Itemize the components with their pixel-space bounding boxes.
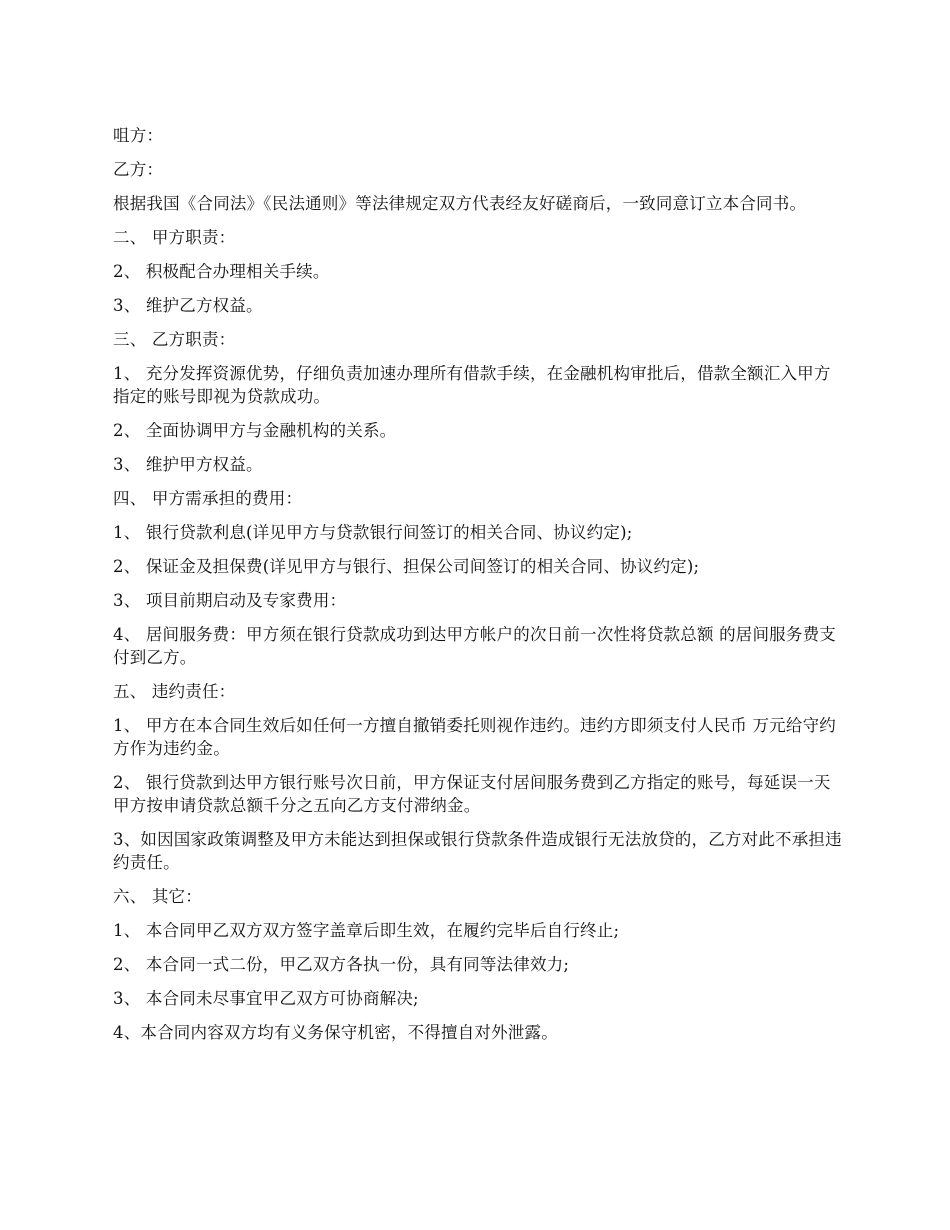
clause: 4、 居间服务费：甲方须在银行贷款成功到达甲方帐户的次日前一次性将贷款总额 的居间服务费支付到乙方。 (113, 625, 836, 667)
section-heading-other: 六、 其它： (113, 887, 202, 906)
clause: 2、 本合同一式二份，甲乙双方各执一份，具有同等法律效力; (113, 955, 570, 974)
document-body (113, 124, 843, 1055)
clause: 2、 保证金及担保费(详见甲方与银行、担保公司间签订的相关合同、协议约定); (113, 557, 700, 576)
section-heading-fees: 四、 甲方需承担的费用： (113, 489, 303, 508)
clause: 1、 银行贷款利息(详见甲方与贷款银行间签订的相关合同、协议约定); (113, 523, 633, 542)
section-heading-breach: 五、 违约责任： (113, 682, 236, 701)
clause: 3、如因国家政策调整及甲方未能达到担保或银行贷款条件造成银行无法放贷的，乙方对此不承担违约责任。 (113, 830, 842, 872)
party-b-line: 乙方： (113, 160, 164, 179)
clause: 3、 项目前期启动及专家费用： (113, 591, 347, 610)
preamble-paragraph: 根据我国《合同法》《民法通则》等法律规定双方代表经友好磋商后，一致同意订立本合同书。 (113, 194, 807, 213)
clause: 2、 银行贷款到达甲方银行账号次日前，甲方保证支付居间服务费到乙方指定的账号，每延误一天甲方按申请贷款总额千分之五向乙方支付滞纳金。 (113, 773, 831, 815)
clause: 2、 全面协调甲方与金融机构的关系。 (113, 421, 397, 440)
clause: 1、 本合同甲乙双方双方签字盖章后即生效，在履约完毕后自行终止; (113, 921, 620, 940)
clause: 3、 维护乙方权益。 (113, 296, 263, 315)
clause: 2、 积极配合办理相关手续。 (113, 262, 330, 281)
clause: 3、 本合同未尽事宜甲乙双方可协商解决; (113, 989, 419, 1008)
section-heading-party-b-duties: 三、 乙方职责： (113, 330, 236, 349)
clause: 4、本合同内容双方均有义务保守机密，不得擅自对外泄露。 (113, 1023, 558, 1042)
clause: 1、 充分发挥资源优势，仔细负责加速办理所有借款手续，在金融机构审批后，借款全额汇入甲方指定的账号即视为贷款成功。 (113, 364, 831, 406)
section-heading-party-a-duties: 二、 甲方职责： (113, 228, 236, 247)
clause: 3、 维护甲方权益。 (113, 455, 263, 474)
clause: 1、 甲方在本合同生效后如任何一方擅自撤销委托则视作违约。违约方即须支付人民币 万元给守约方作为违约金。 (113, 716, 836, 758)
party-a-line: 咀方： (113, 126, 164, 145)
